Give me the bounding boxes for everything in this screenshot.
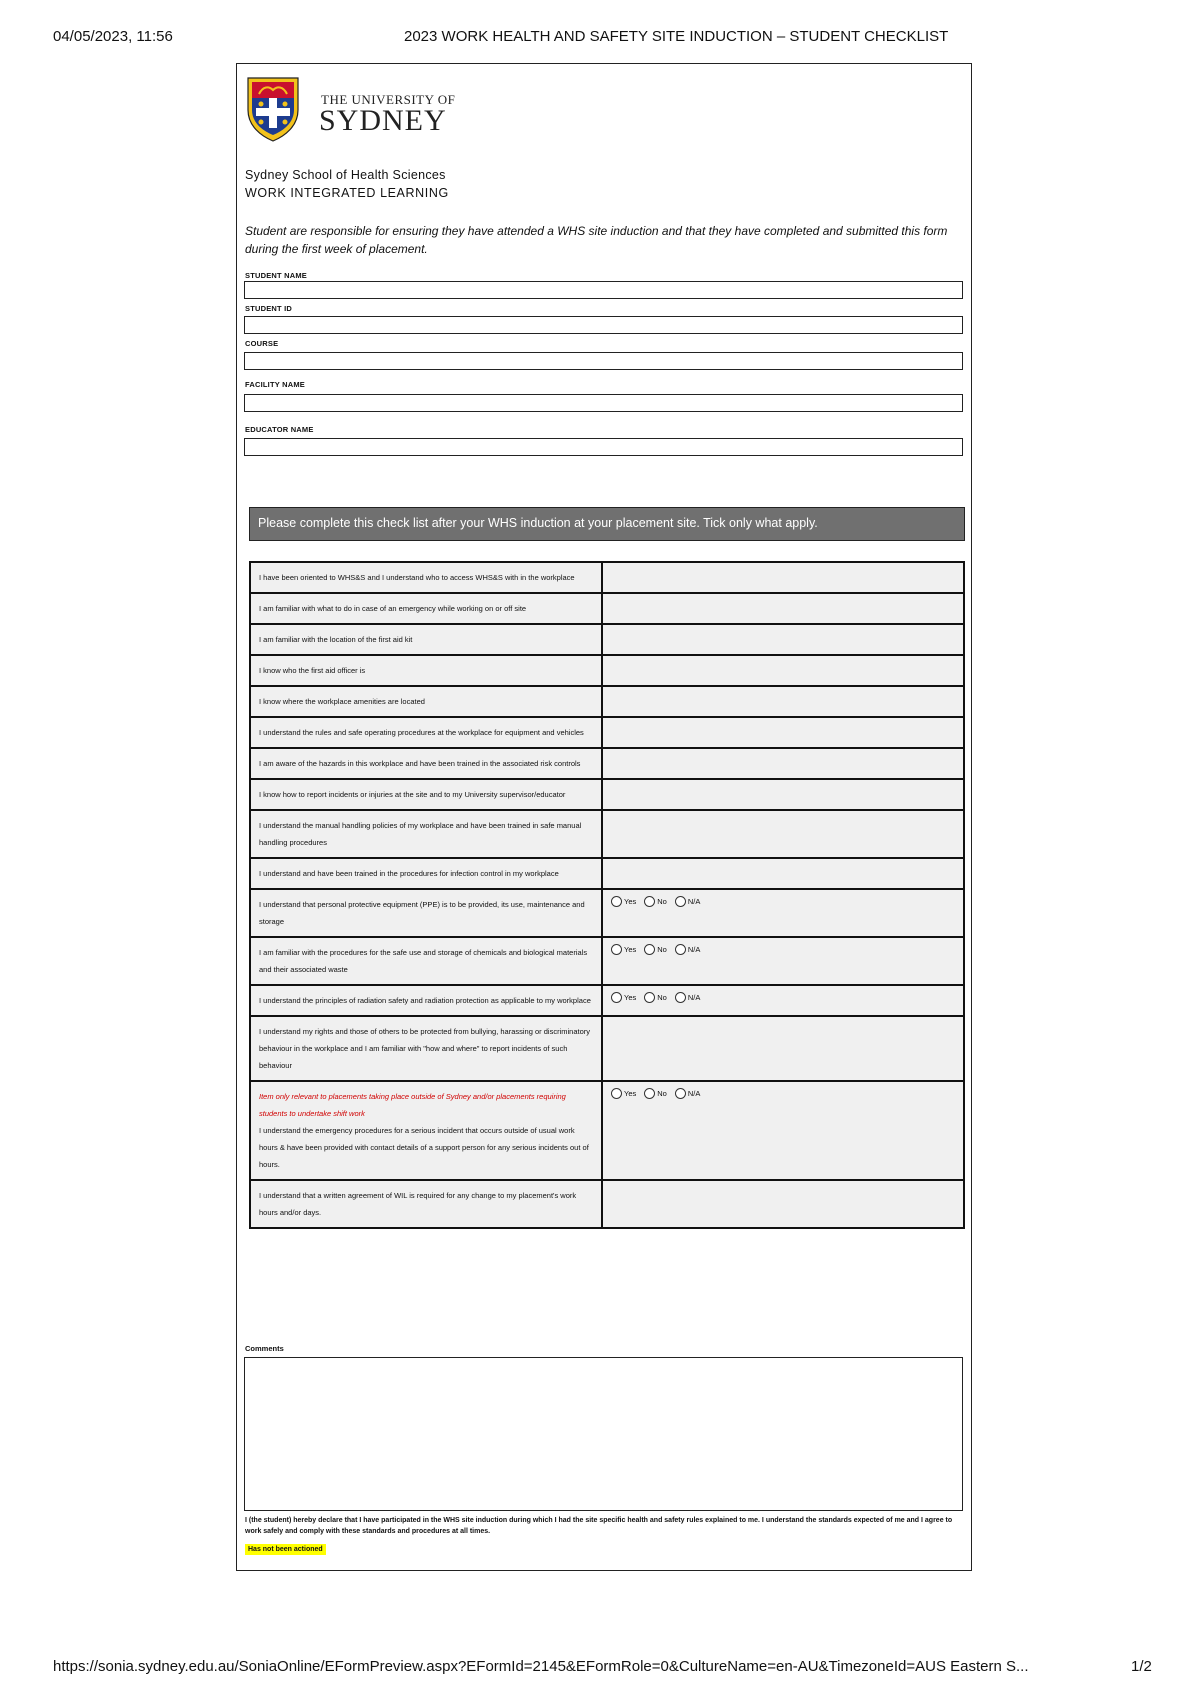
- radio-icon[interactable]: [644, 944, 655, 955]
- answer-cell: [603, 986, 963, 1015]
- print-title: 2023 WORK HEALTH AND SAFETY SITE INDUCTION – STUDENT CHECKLIST: [404, 28, 949, 45]
- na-label: N/A: [687, 993, 701, 1002]
- no-label: No: [657, 945, 667, 954]
- intro-text: Student are responsible for ensuring they have attended a WHS site induction and that they have completed and submitted this form during the first week of placement.: [245, 224, 948, 256]
- no-option[interactable]: [644, 944, 667, 955]
- checklist-question: I am familiar with what to do in case of an emergency while working on or off site: [251, 594, 603, 623]
- checklist-question: I understand that personal protective equipment (PPE) is to be provided, its use, maintenance and storage: [251, 890, 603, 936]
- checklist-row: [251, 594, 963, 625]
- checklist-row: [251, 718, 963, 749]
- answer-cell[interactable]: [603, 563, 963, 592]
- program-name: WORK INTEGRATED LEARNING: [245, 186, 449, 200]
- educator-name-field[interactable]: [244, 438, 963, 456]
- checklist-question: I am familiar with the procedures for the safe use and storage of chemicals and biological materials and their associated waste: [251, 938, 603, 984]
- relevance-note: Item only relevant to placements taking place outside of Sydney and/or placements requiring students to undertake shift work: [259, 1092, 566, 1118]
- no-label: No: [657, 897, 667, 906]
- yes-no-na-group: [611, 992, 955, 1003]
- yes-option[interactable]: [611, 944, 636, 955]
- no-option[interactable]: [644, 896, 667, 907]
- checklist-question: I understand that a written agreement of WIL is required for any change to my placement's work hours and/or days.: [251, 1181, 603, 1227]
- checklist-row: [251, 811, 963, 859]
- answer-cell[interactable]: [603, 780, 963, 809]
- checklist-row: [251, 687, 963, 718]
- no-option[interactable]: [644, 1088, 667, 1099]
- radio-icon[interactable]: [675, 1088, 686, 1099]
- checklist-row: [251, 656, 963, 687]
- radio-icon[interactable]: [675, 992, 686, 1003]
- crest-icon: [245, 74, 301, 142]
- yes-option[interactable]: [611, 992, 636, 1003]
- na-option[interactable]: [675, 1088, 701, 1099]
- comments-textarea[interactable]: [244, 1357, 963, 1511]
- checklist-row: [251, 938, 963, 986]
- school-name: Sydney School of Health Sciences: [245, 168, 446, 182]
- student-name-field[interactable]: [244, 281, 963, 299]
- radio-icon[interactable]: [644, 1088, 655, 1099]
- answer-cell: [603, 890, 963, 936]
- na-label: N/A: [687, 1089, 701, 1098]
- student-name-label: STUDENT NAME: [245, 271, 307, 280]
- radio-icon[interactable]: [611, 992, 622, 1003]
- answer-cell[interactable]: [603, 687, 963, 716]
- no-option[interactable]: [644, 992, 667, 1003]
- na-option[interactable]: [675, 944, 701, 955]
- student-id-field[interactable]: [244, 316, 963, 334]
- checklist-row: [251, 1181, 963, 1227]
- yes-option[interactable]: [611, 896, 636, 907]
- logo-text-big: SYDNEY: [319, 104, 447, 137]
- answer-cell[interactable]: [603, 749, 963, 778]
- radio-icon[interactable]: [611, 896, 622, 907]
- checklist-row: [251, 749, 963, 780]
- course-field[interactable]: [244, 352, 963, 370]
- page-url: https://sonia.sydney.edu.au/SoniaOnline/EFormPreview.aspx?EFormId=2145&EFormRole=0&CultureName=en-AU&TimezoneId=AUS Eastern S...: [53, 1658, 1029, 1675]
- checklist-row: [251, 986, 963, 1017]
- radio-icon[interactable]: [611, 1088, 622, 1099]
- university-logo: [245, 74, 485, 144]
- checklist-row: [251, 890, 963, 938]
- comments-label: Comments: [245, 1344, 284, 1353]
- radio-icon[interactable]: [644, 896, 655, 907]
- checklist-question: I am aware of the hazards in this workplace and have been trained in the associated risk controls: [251, 749, 603, 778]
- status-badge: Has not been actioned: [245, 1544, 326, 1555]
- answer-cell[interactable]: [603, 718, 963, 747]
- yes-label: Yes: [624, 945, 637, 954]
- na-option[interactable]: [675, 896, 701, 907]
- na-label: N/A: [687, 897, 701, 906]
- checklist-row: [251, 563, 963, 594]
- checklist-question: I understand the manual handling policies of my workplace and have been trained in safe manual handling procedures: [251, 811, 603, 857]
- print-date: 04/05/2023, 11:56: [53, 28, 173, 45]
- instruction-banner: Please complete this check list after your WHS induction at your placement site. Tick only what apply.: [249, 507, 965, 541]
- answer-cell: [603, 938, 963, 984]
- checklist-question: I know where the workplace amenities are located: [251, 687, 603, 716]
- checklist-question: I have been oriented to WHS&S and I understand who to access WHS&S with in the workplace: [251, 563, 603, 592]
- na-label: N/A: [687, 945, 701, 954]
- checklist-question: I know who the first aid officer is: [251, 656, 603, 685]
- declaration-text: I (the student) hereby declare that I have participated in the WHS site induction during which I had the site specific health and safety rules explained to me. I understand the standards expected of me and I agree to work safely and comply with these standards and procedures at all times.: [245, 1517, 953, 1535]
- answer-cell[interactable]: [603, 625, 963, 654]
- checklist-question-block: [251, 1082, 603, 1179]
- educator-name-label: EDUCATOR NAME: [245, 425, 314, 434]
- facility-name-field[interactable]: [244, 394, 963, 412]
- page-number: 1/2: [1131, 1658, 1152, 1675]
- yes-no-na-group: [611, 944, 955, 955]
- no-label: No: [657, 1089, 667, 1098]
- yes-label: Yes: [624, 897, 637, 906]
- checklist-question: I understand the rules and safe operating procedures at the workplace for equipment and vehicles: [251, 718, 603, 747]
- checklist-question: I understand my rights and those of others to be protected from bullying, harassing or discriminatory behaviour in the workplace and I am familiar with "how and where" to report incidents of such behaviour: [251, 1017, 603, 1080]
- checklist-question: I understand and have been trained in the procedures for infection control in my workplace: [251, 859, 603, 888]
- checklist-row: [251, 780, 963, 811]
- radio-icon[interactable]: [675, 896, 686, 907]
- answer-cell[interactable]: [603, 1017, 963, 1080]
- answer-cell[interactable]: [603, 656, 963, 685]
- answer-cell: [603, 1082, 963, 1179]
- yes-option[interactable]: [611, 1088, 636, 1099]
- checklist-row: [251, 625, 963, 656]
- checklist-question: I understand the emergency procedures for a serious incident that occurs outside of usual work hours & have been provided with contact details of a support person for any serious incidents out of hours.: [259, 1126, 589, 1169]
- radio-icon[interactable]: [644, 992, 655, 1003]
- checklist-row: [251, 1082, 963, 1181]
- student-id-label: STUDENT ID: [245, 304, 292, 313]
- checklist-table: [249, 561, 965, 1229]
- answer-cell[interactable]: [603, 1181, 963, 1227]
- facility-name-label: FACILITY NAME: [245, 380, 305, 389]
- checklist-question: I am familiar with the location of the first aid kit: [251, 625, 603, 654]
- yes-no-na-group: [611, 1088, 955, 1099]
- yes-no-na-group: [611, 896, 955, 907]
- checklist-question: I know how to report incidents or injuries at the site and to my University supervisor/educator: [251, 780, 603, 809]
- checklist-row: [251, 1017, 963, 1082]
- logo-text-small: THE UNIVERSITY OF: [321, 92, 456, 107]
- yes-label: Yes: [624, 1089, 637, 1098]
- answer-cell[interactable]: [603, 811, 963, 857]
- checklist-question: I understand the principles of radiation safety and radiation protection as applicable to my workplace: [251, 986, 603, 1015]
- radio-icon[interactable]: [611, 944, 622, 955]
- yes-label: Yes: [624, 993, 637, 1002]
- induction-form: [236, 63, 972, 1571]
- answer-cell[interactable]: [603, 859, 963, 888]
- checklist-row: [251, 859, 963, 890]
- answer-cell[interactable]: [603, 594, 963, 623]
- course-label: COURSE: [245, 339, 279, 348]
- radio-icon[interactable]: [675, 944, 686, 955]
- no-label: No: [657, 993, 667, 1002]
- na-option[interactable]: [675, 992, 701, 1003]
